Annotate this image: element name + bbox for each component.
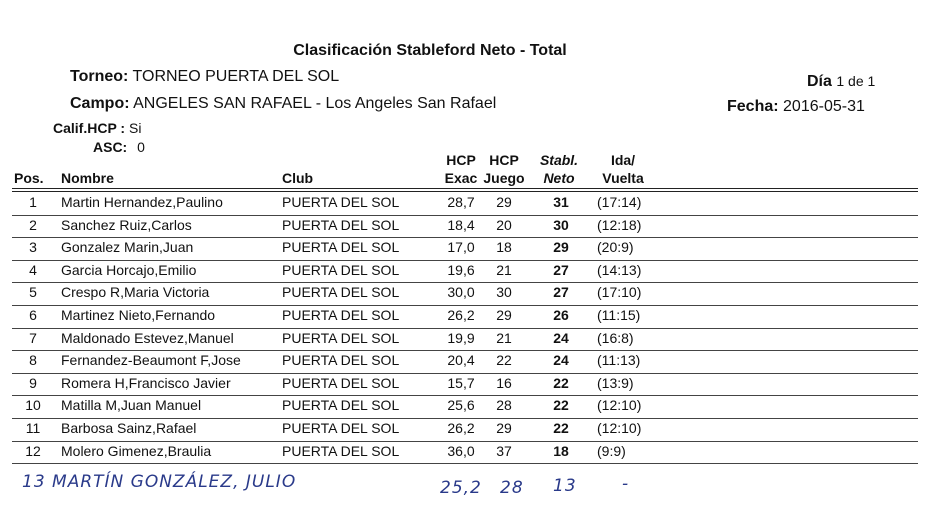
row-pos: 5 [29, 284, 37, 301]
torneo-label: Torneo: [70, 68, 129, 85]
handwritten-juego: 28 [500, 478, 524, 498]
row-name: Martinez Nieto,Fernando [61, 307, 216, 323]
row-divider [12, 260, 918, 261]
row-divider [12, 282, 918, 283]
calif-label: Calif.HCP : [53, 120, 126, 136]
row-hcp-juego: 29 [496, 420, 512, 436]
row-hcp-exac: 30,0 [447, 284, 475, 301]
row-stabl-neto: 27 [553, 261, 569, 278]
row-club: PUERTA DEL SOL [282, 284, 400, 301]
row-name: Crespo R,Maria Victoria [61, 284, 210, 301]
col-hcp-exac-line1: HCP [446, 152, 476, 168]
row-hcp-juego: 21 [496, 329, 512, 346]
col-stabl-line1: Stabl. [539, 152, 579, 168]
row-club: PUERTA DEL SOL [282, 374, 400, 391]
row-club: PUERTA DEL SOL [282, 420, 400, 436]
row-hcp-exac: 19,9 [447, 329, 475, 346]
row-name: Gonzalez Marin,Juan [61, 239, 194, 256]
row-divider [12, 305, 918, 306]
row-ida-vuelta: (9:9) [597, 442, 626, 459]
col-stabl-neto [536, 151, 582, 187]
fecha-value: 2016-05-31 [783, 98, 865, 115]
row-stabl-neto: 24 [553, 352, 569, 369]
campo-value: ANGELES SAN RAFAEL - Los Angeles San Rafael [133, 95, 497, 112]
row-hcp-juego: 18 [496, 239, 512, 256]
row-divider [12, 328, 918, 329]
handwritten-neto: 13 [553, 476, 577, 496]
fecha-line [727, 98, 865, 116]
row-ida-vuelta: (14:13) [597, 261, 642, 278]
handwritten-name: 13 MARTÍN GONZÁLEZ, JULIO [22, 472, 297, 492]
col-stabl-line2: Neto [543, 170, 575, 186]
campo-line [70, 95, 496, 113]
row-name: Fernandez-Beaumont F,Jose [61, 352, 241, 369]
row-ida-vuelta: (17:14) [597, 194, 642, 210]
row-hcp-exac: 20,4 [447, 352, 475, 369]
row-club: PUERTA DEL SOL [282, 352, 400, 369]
dia-line [807, 73, 875, 91]
row-ida-vuelta: (17:10) [597, 284, 642, 301]
row-hcp-juego: 22 [496, 352, 512, 369]
col-ida-vuelta [597, 151, 649, 187]
row-pos: 2 [29, 216, 37, 233]
torneo-line [70, 68, 339, 86]
row-divider [12, 441, 918, 442]
row-hcp-exac: 18,4 [447, 216, 475, 233]
row-name: Garcia Horcajo,Emilio [61, 261, 197, 278]
row-hcp-exac: 19,6 [447, 261, 475, 278]
row-stabl-neto: 26 [553, 307, 569, 323]
row-ida-vuelta: (12:10) [597, 420, 642, 436]
row-pos: 9 [29, 374, 37, 391]
row-name: Barbosa Sainz,Rafael [61, 420, 197, 436]
handwritten-ida: - [622, 474, 630, 494]
row-hcp-juego: 20 [496, 216, 512, 233]
asc-label: ASC: [93, 139, 128, 155]
row-hcp-exac: 25,6 [447, 397, 475, 414]
dia-label: Día [807, 73, 832, 90]
row-name: Molero Gimenez,Braulia [61, 442, 212, 459]
row-hcp-exac: 28,7 [447, 194, 475, 210]
row-pos: 8 [29, 352, 37, 369]
row-name: Maldonado Estevez,Manuel [61, 329, 234, 346]
row-club: PUERTA DEL SOL [282, 261, 400, 278]
row-hcp-juego: 29 [496, 194, 512, 210]
row-hcp-exac: 36,0 [447, 442, 475, 459]
row-ida-vuelta: (11:13) [597, 352, 641, 369]
row-stabl-neto: 24 [553, 329, 569, 346]
asc-line [93, 139, 145, 155]
col-hcp-juego-line1: HCP [489, 152, 519, 168]
row-pos: 4 [29, 261, 37, 278]
row-divider [12, 373, 918, 374]
row-name: Matilla M,Juan Manuel [61, 397, 202, 414]
row-name: Sanchez Ruiz,Carlos [61, 216, 192, 233]
row-stabl-neto: 27 [553, 284, 569, 301]
row-ida-vuelta: (13:9) [597, 374, 634, 391]
row-ida-vuelta: (12:10) [597, 397, 642, 414]
row-stabl-neto: 22 [553, 374, 569, 391]
row-ida-vuelta: (12:18) [597, 216, 642, 233]
row-hcp-juego: 16 [496, 374, 512, 391]
col-ida-line1: Ida/ [610, 152, 636, 168]
row-name: Martin Hernandez,Paulino [61, 194, 223, 210]
row-club: PUERTA DEL SOL [282, 194, 400, 210]
row-stabl-neto: 22 [553, 397, 569, 414]
row-ida-vuelta: (11:15) [597, 307, 641, 323]
row-club: PUERTA DEL SOL [282, 307, 400, 323]
torneo-value: TORNEO PUERTA DEL SOL [132, 68, 340, 85]
row-name: Romera H,Francisco Javier [61, 374, 231, 391]
row-stabl-neto: 22 [553, 420, 569, 436]
col-hcp-exac-line2: Exac [444, 170, 478, 186]
row-pos: 11 [25, 420, 41, 436]
row-ida-vuelta: (16:8) [597, 329, 634, 346]
row-hcp-juego: 30 [496, 284, 512, 301]
row-hcp-exac: 15,7 [447, 374, 475, 391]
col-hcp-juego-line2: Juego [483, 170, 525, 186]
row-divider [12, 463, 918, 464]
col-hcp-exac [441, 151, 481, 187]
row-hcp-juego: 37 [496, 442, 512, 459]
row-divider [12, 237, 918, 238]
header-rule-bottom [12, 191, 918, 192]
row-hcp-exac: 26,2 [447, 307, 475, 323]
row-pos: 6 [29, 307, 37, 323]
campo-label: Campo: [70, 95, 130, 112]
row-pos: 12 [25, 442, 41, 459]
row-club: PUERTA DEL SOL [282, 239, 400, 256]
calif-line [53, 120, 141, 136]
row-stabl-neto: 29 [553, 239, 569, 256]
col-pos: Pos. [14, 170, 44, 186]
row-hcp-exac: 26,2 [447, 420, 475, 436]
row-club: PUERTA DEL SOL [282, 216, 400, 233]
col-club: Club [282, 170, 314, 186]
row-divider [12, 350, 918, 351]
col-ida-line2: Vuelta [602, 170, 644, 186]
row-club: PUERTA DEL SOL [282, 397, 400, 414]
row-pos: 1 [29, 194, 37, 210]
row-hcp-juego: 21 [496, 261, 512, 278]
row-ida-vuelta: (20:9) [597, 239, 634, 256]
row-pos: 3 [29, 239, 37, 256]
row-hcp-juego: 28 [496, 397, 512, 414]
row-pos: 7 [29, 329, 37, 346]
row-divider [12, 395, 918, 396]
row-stabl-neto: 31 [553, 194, 569, 210]
fecha-label: Fecha: [727, 98, 779, 115]
col-hcp-juego [481, 151, 527, 187]
row-hcp-juego: 29 [496, 307, 512, 323]
row-club: PUERTA DEL SOL [282, 442, 400, 459]
col-nombre: Nombre [61, 170, 114, 186]
row-hcp-exac: 17,0 [447, 239, 475, 256]
handwritten-exac: 25,2 [440, 478, 482, 498]
row-divider [12, 215, 918, 216]
row-club: PUERTA DEL SOL [282, 329, 400, 346]
calif-value: Si [128, 120, 142, 136]
header-rule-top [12, 188, 918, 189]
report-title: Clasificación Stableford Neto - Total [293, 42, 567, 59]
row-stabl-neto: 30 [553, 216, 569, 233]
dia-value: 1 de 1 [836, 73, 876, 89]
row-pos: 10 [25, 397, 41, 414]
asc-value: 0 [137, 139, 145, 155]
row-divider [12, 418, 918, 419]
row-stabl-neto: 18 [553, 442, 569, 459]
